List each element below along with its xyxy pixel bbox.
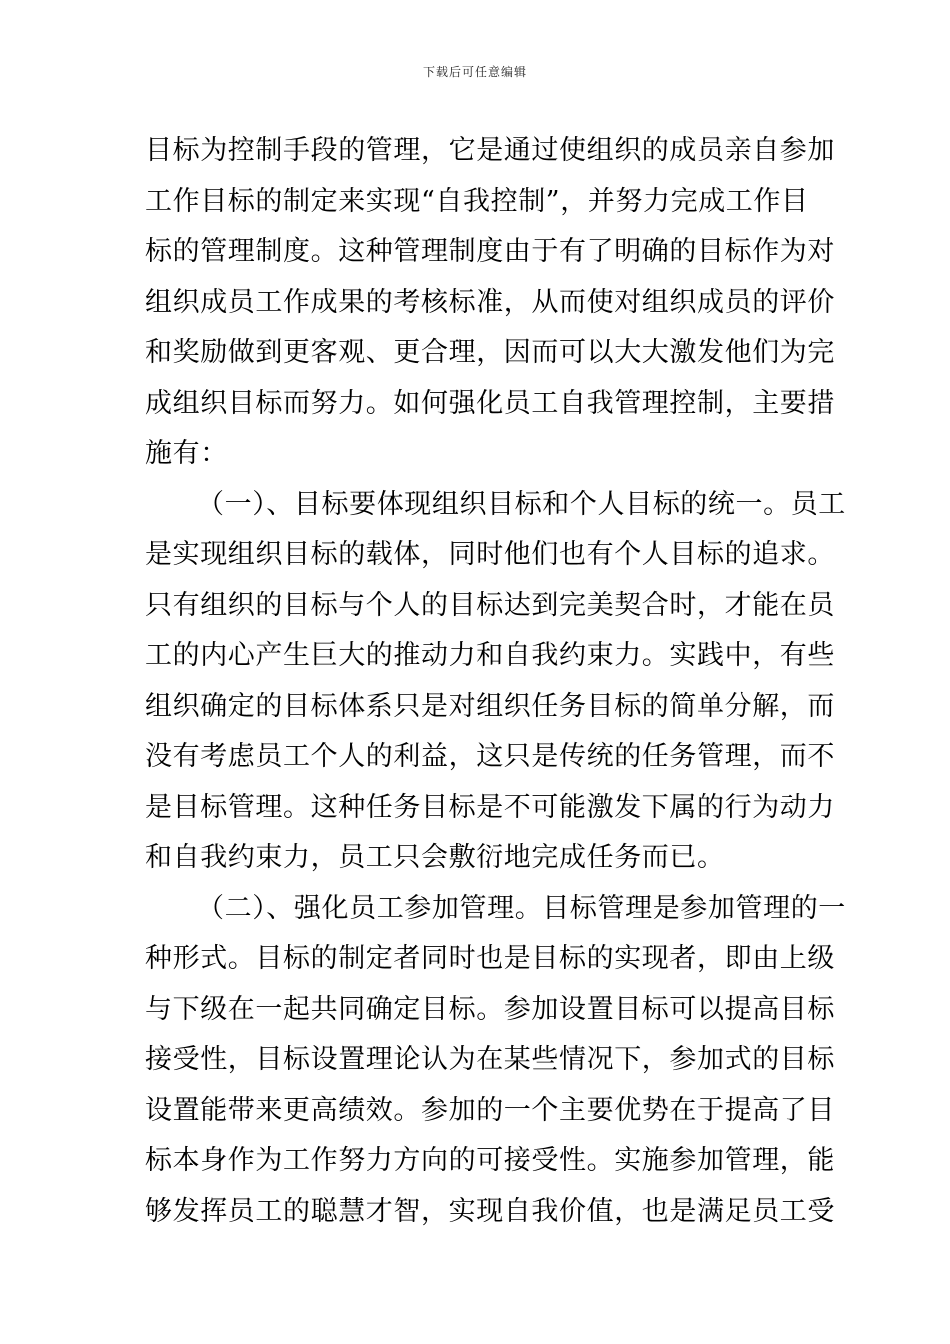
document-body [145,126,846,1237]
text-line: 只有组织的目标与个人的目标达到完美契合时，才能在员 [145,589,835,621]
text-line: 标的管理制度。这种管理制度由于有了明确的目标作为对 [145,236,835,267]
text-line: 目标为控制手段的管理，它是通过使组织的成员亲自参加 [145,135,835,166]
text-line: 设置能带来更高绩效。参加的一个主要优势在于提高了目 [145,1094,835,1126]
text-line: 是实现组织目标的载体，同时他们也有个人目标的追求。 [145,539,835,570]
text-line: 标本身作为工作努力方向的可接受性。实施参加管理，能 [145,1145,835,1176]
text-line: 没有考虑员工个人的利益，这只是传统的任务管理，而不 [145,741,835,772]
text-line: 种形式。目标的制定者同时也是目标的实现者，即由上级 [145,943,835,974]
text-line: 工的内心产生巨大的推动力和自我约束力。实践中，有些 [145,640,835,671]
paragraph-start-line: （一）、目标要体现组织目标和个人目标的统一。员工 [197,488,846,520]
text-line: 接受性，目标设置理论认为在某些情况下，参加式的目标 [145,1044,835,1075]
text-line: 组织确定的目标体系只是对组织任务目标的简单分解，而 [145,690,835,722]
text-line: 和奖励做到更客观、更合理，因而可以大大激发他们为完 [145,337,835,368]
text-line: 成组织目标而努力。如何强化员工自我管理控制，主要措 [145,387,835,419]
text-line: 工作目标的制定来实现“自我控制”，并努力完成工作目 [145,185,809,217]
text-line: 施有： [145,438,228,469]
page-header: 下载后可任意编辑 [422,65,527,79]
text-line: 与下级在一起共同确定目标。参加设置目标可以提高目标 [145,993,835,1025]
text-line: 够发挥员工的聪慧才智，实现自我价值，也是满足员工受 [145,1195,835,1227]
text-line: 和自我约束力，员工只会敷衍地完成任务而已。 [145,842,725,873]
text-line: 是目标管理。这种任务目标是不可能激发下属的行为动力 [145,791,835,823]
paragraph-start-line: （二）、强化员工参加管理。目标管理是参加管理的一 [197,892,846,924]
text-line: 组织成员工作成果的考核标准，从而使对组织成员的评价 [145,286,835,318]
